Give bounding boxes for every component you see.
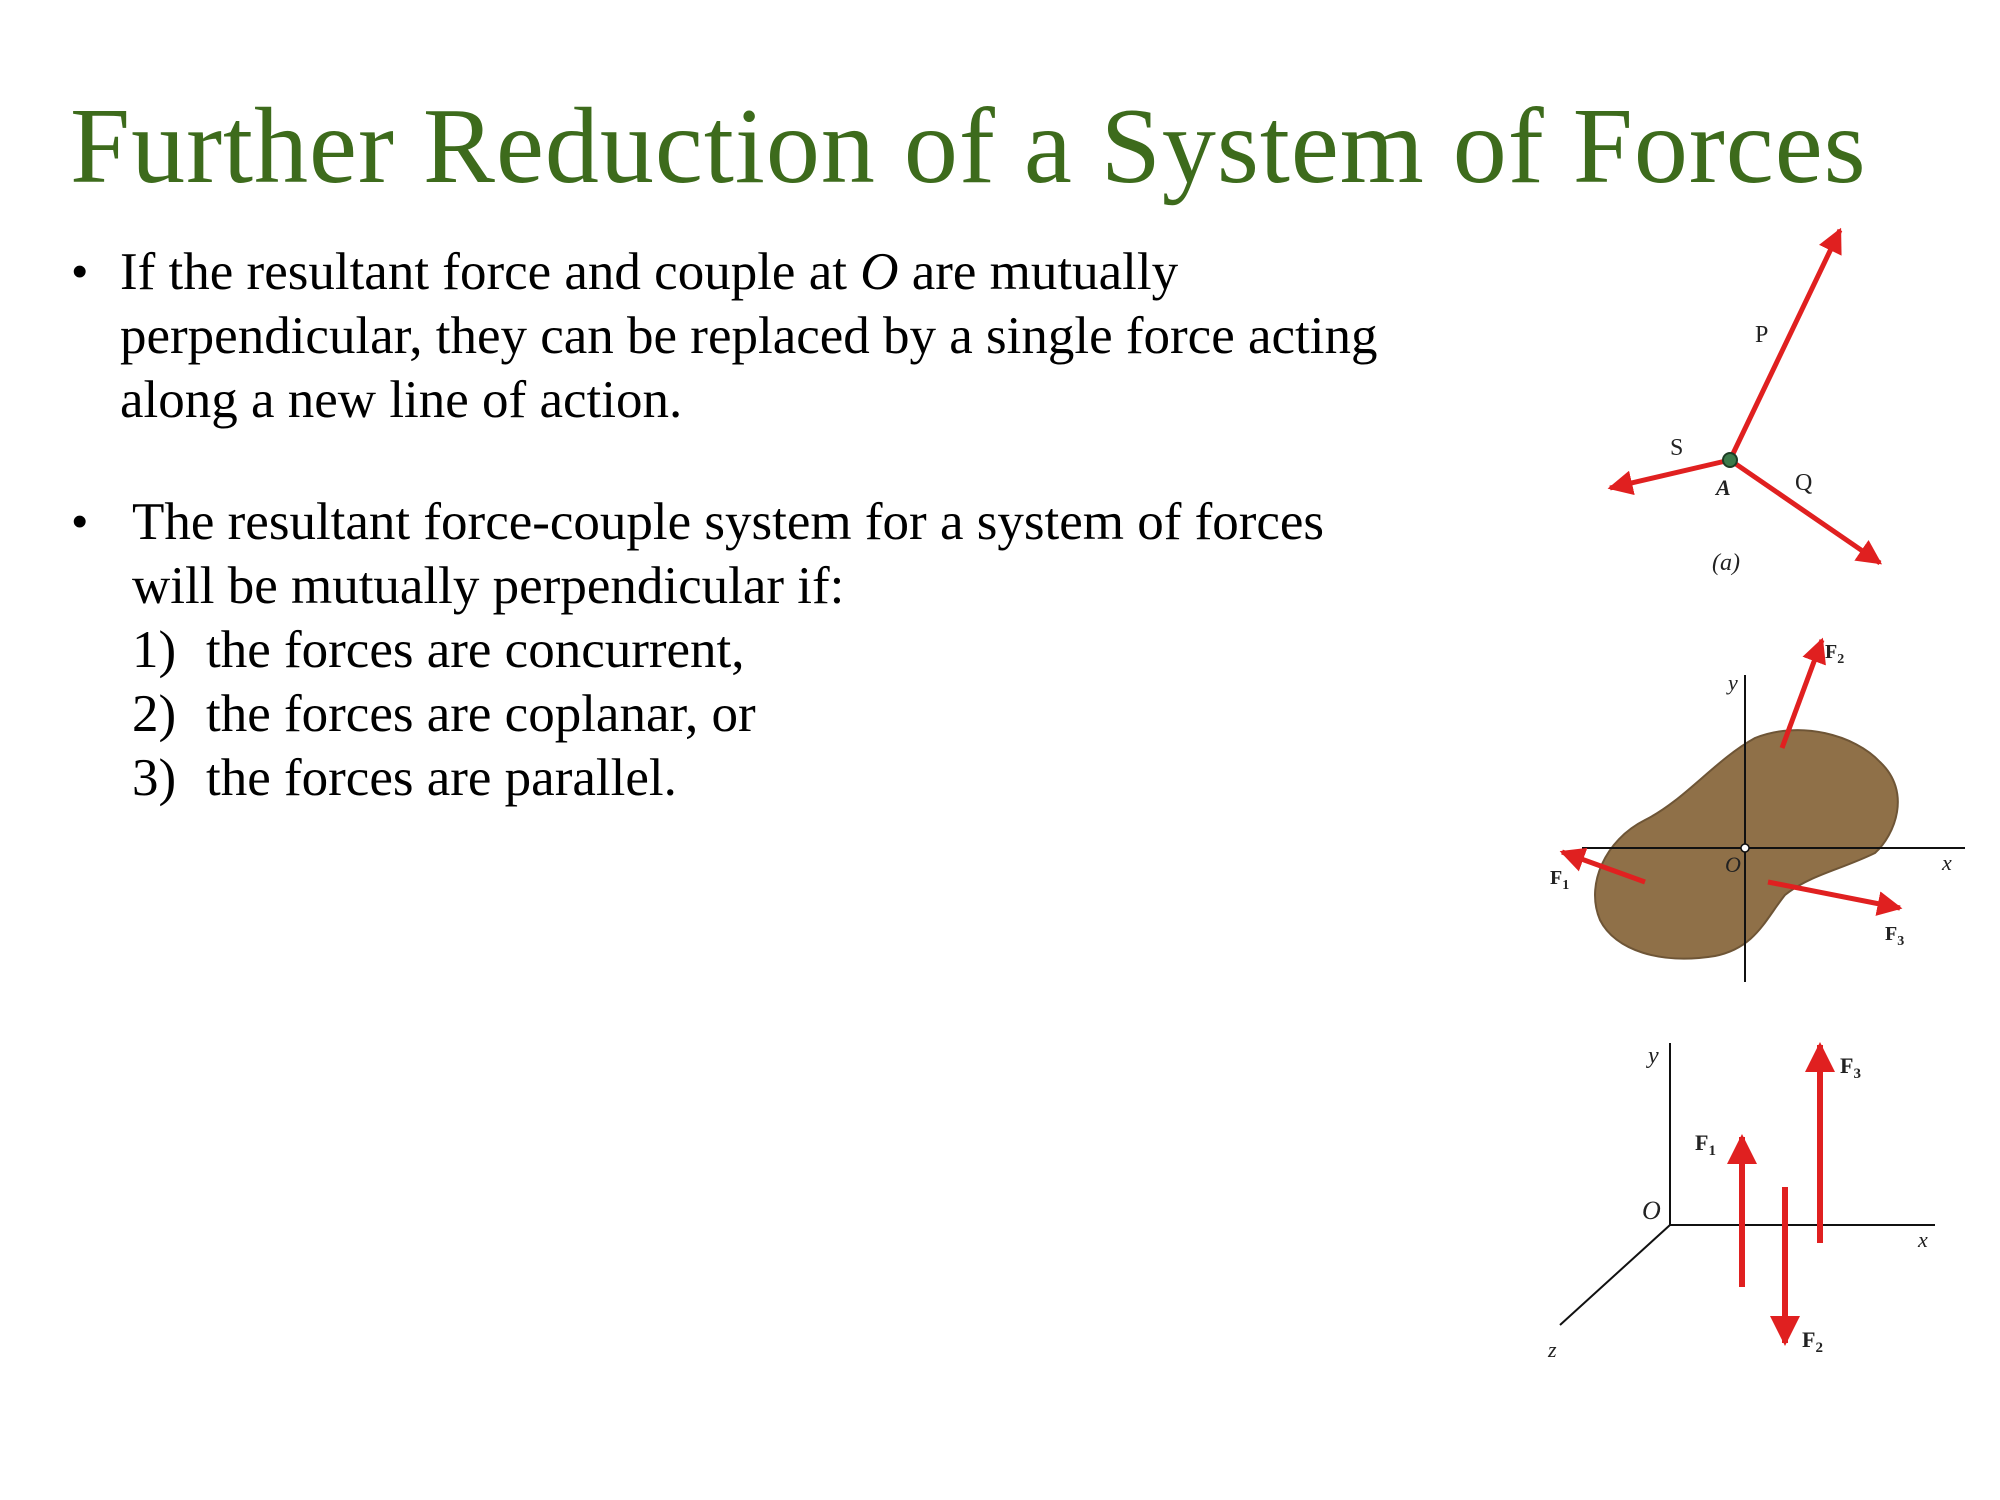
label-a: A [1716, 475, 1731, 500]
label-f1: $F_1$ [1550, 867, 1570, 893]
force-s-arrow [1610, 460, 1730, 488]
label-o: O [1725, 852, 1741, 877]
label-p: P [1755, 322, 1769, 348]
label-o: O [1642, 1196, 1661, 1225]
label-s: S [1670, 435, 1684, 461]
bullet1-line1: If the resultant force and couple at O are mutually [120, 243, 1179, 301]
bullet2-line1: The resultant force-couple system for a system of forces [132, 493, 1325, 551]
page-title: Further Reduction of a System of Forces [70, 87, 1867, 206]
force-p-arrow [1730, 230, 1840, 460]
z-axis [1560, 1225, 1670, 1325]
figure-parallel-forces [1540, 1025, 1960, 1375]
label-f1: $F_1$ [1695, 1130, 1716, 1159]
label-f3: $F_3$ [1885, 923, 1905, 949]
bullet-conditions [72, 490, 1324, 810]
label-q: Q [1795, 470, 1813, 496]
label-y: y [1648, 1043, 1659, 1069]
bullet1-line2: perpendicular, they can be replaced by a single force acting [120, 307, 1378, 365]
label-f3: $F_3$ [1840, 1053, 1861, 1082]
figure-concurrent-forces [1580, 215, 1910, 595]
bullet-dot: • [72, 247, 88, 296]
list-item: 2) the forces are coplanar, or [132, 685, 756, 743]
label-x: x [1942, 850, 1952, 875]
bullet2-line2: will be mutually perpendicular if: [132, 557, 845, 615]
bullet-concept [72, 240, 1377, 432]
label-x: x [1918, 1227, 1928, 1252]
figure-coplanar-forces [1540, 630, 1970, 990]
list-item: 3) the forces are parallel. [132, 749, 677, 807]
force-f3-arrow [1768, 882, 1900, 908]
caption-a: (a) [1712, 550, 1740, 576]
point-a [1723, 453, 1737, 467]
bullet-dot: • [72, 497, 88, 546]
label-f2: $F_2$ [1802, 1327, 1823, 1356]
bullet1-line3: along a new line of action. [120, 371, 683, 429]
origin-point [1741, 844, 1749, 852]
label-f2: $F_2$ [1825, 641, 1845, 667]
label-z: z [1548, 1337, 1557, 1362]
list-item: 1) the forces are concurrent, [132, 621, 745, 679]
conditions-list [132, 618, 1324, 810]
label-y: y [1728, 670, 1738, 695]
